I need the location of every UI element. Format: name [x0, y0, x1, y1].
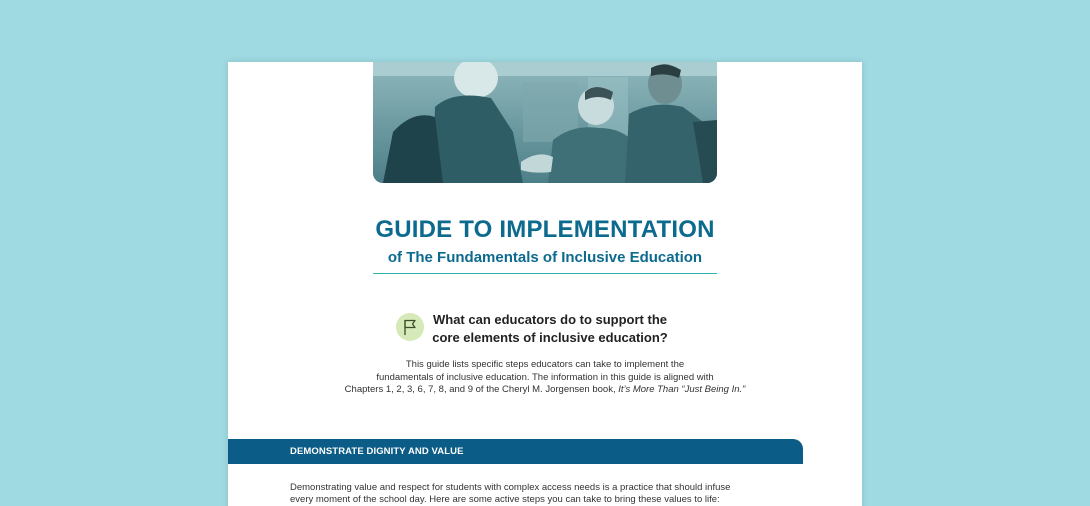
question-line-1: What can educators do to support the [432, 312, 667, 327]
document-title: GUIDE TO IMPLEMENTATION [375, 216, 715, 243]
question-line-2: core elements of inclusive education? [432, 330, 668, 345]
section-heading-band [228, 439, 803, 464]
section-body [290, 482, 810, 505]
section-body-line-1: Demonstrating value and respect for students with complex access needs is a practice that should infuse [290, 482, 731, 493]
document-subtitle: of The Fundamentals of Inclusive Education [387, 249, 703, 266]
guiding-question [430, 311, 670, 347]
section-heading: DEMONSTRATE DIGNITY AND VALUE [290, 446, 464, 457]
students-photo-illustration [373, 62, 717, 183]
section-body-line-2: every moment of the school day. Here are some active steps you can take to bring these values to life: [290, 493, 720, 505]
title-divider [373, 273, 717, 274]
intro-line-3 [308, 384, 782, 397]
header-photo [373, 62, 717, 183]
document-page [228, 62, 862, 506]
intro-line-2: fundamentals of inclusive education. The information in this guide is aligned with [376, 371, 714, 383]
book-title: It’s More Than “Just Being In.” [618, 384, 746, 395]
intro-line-1: This guide lists specific steps educators can take to implement the [405, 359, 685, 370]
flag-icon [396, 313, 424, 341]
intro-line-3-prefix: Chapters 1, 2, 3, 6, 7, 8, and 9 of the Cheryl M. Jorgensen book, [344, 384, 619, 395]
intro-paragraph [308, 359, 782, 397]
